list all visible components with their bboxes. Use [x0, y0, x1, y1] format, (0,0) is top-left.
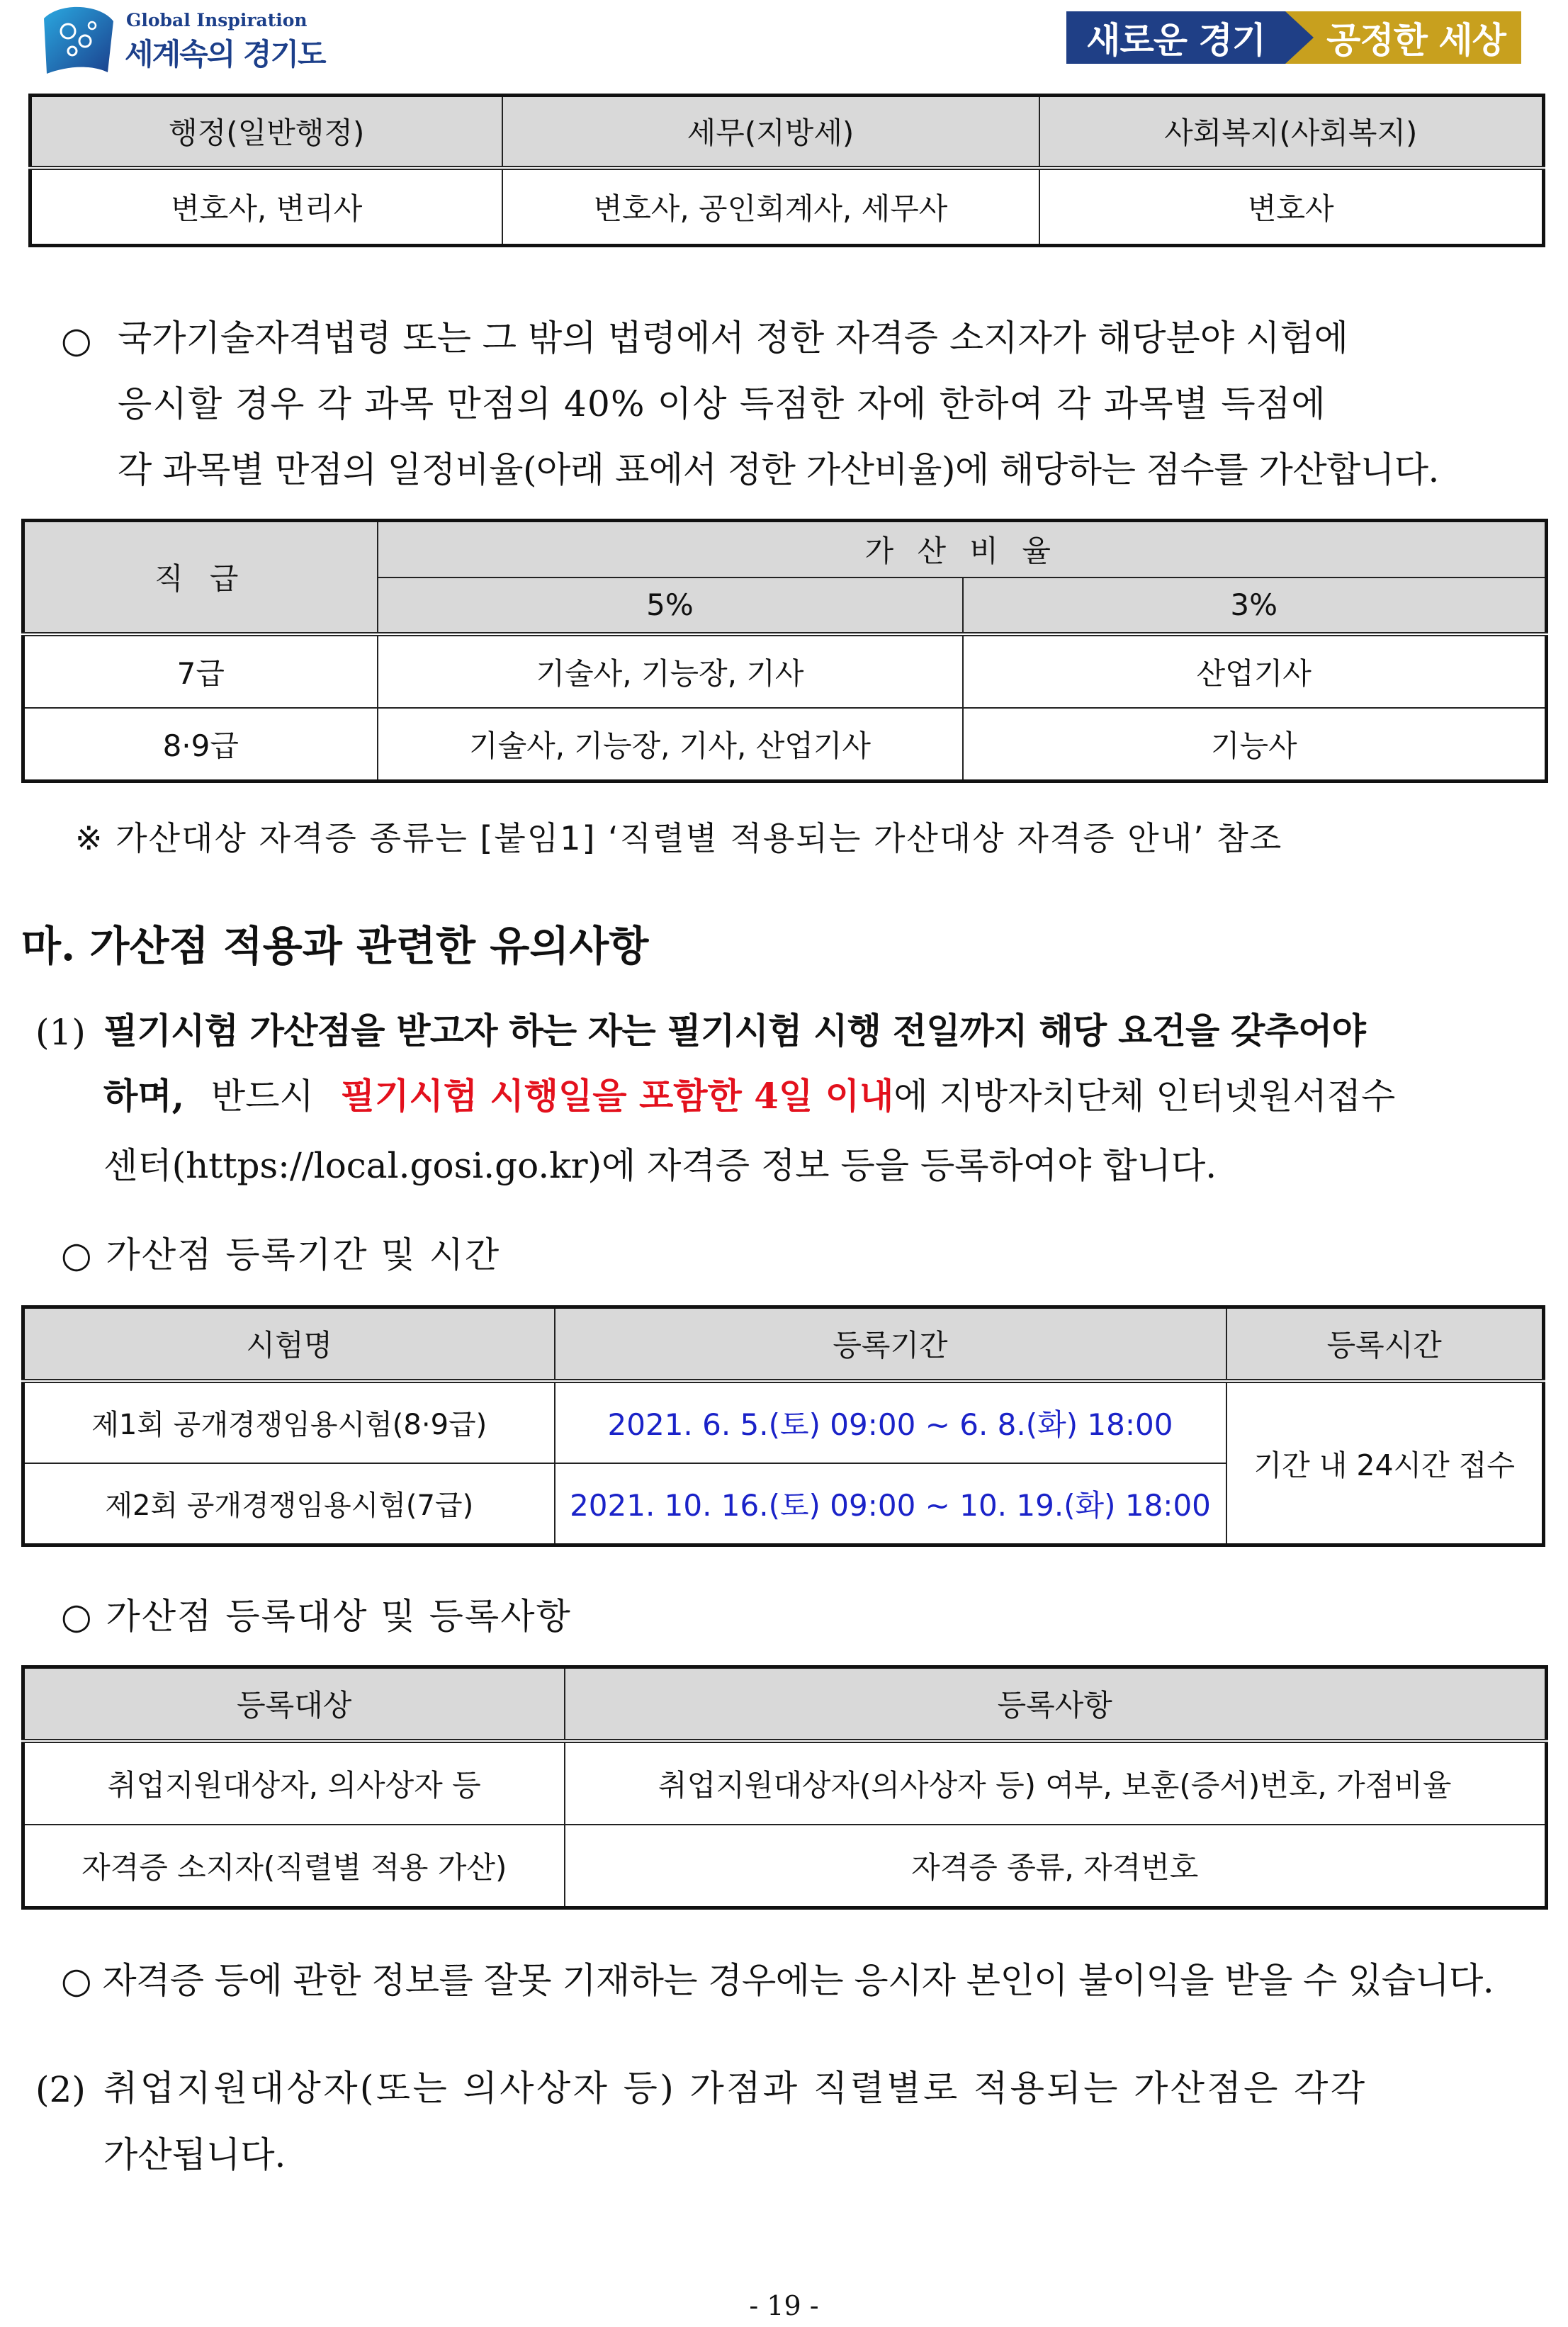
table2-header-3pct: 3% — [963, 577, 1547, 634]
item1-line1: 필기시험 가산점을 받고자 하는 자는 필기시험 시행 전일까지 해당 요건을 갖추어야 — [103, 1010, 1366, 1052]
para1-line-text: 국가기술자격법령 또는 그 밖의 법령에서 정한 자격증 소지자가 해당분야 시험에 — [118, 317, 1348, 359]
table3-exam-name: 제1회 공개경쟁임용시험(8·9급) — [23, 1381, 555, 1463]
table1-header-admin: 행정(일반행정) — [30, 96, 502, 168]
para1-line: 각 과목별 만점의 일정비율(아래 표에서 정한 가산비율)에 해당하는 점수를 가산합니다. — [118, 449, 1439, 490]
item1-line2-pre: 반드시 — [210, 1076, 314, 1117]
item1-line3: 센터(https://local.gosi.go.kr)에 자격증 정보 등을 등록하여야 합니다. — [103, 1145, 1217, 1186]
table4-header-target: 등록대상 — [23, 1667, 565, 1741]
page-number: - 19 - — [749, 2290, 819, 2321]
table3-period: 2021. 10. 16.(토) 09:00 ~ 10. 19.(화) 18:00 — [555, 1463, 1226, 1545]
item1-line2-post: 에 지방자치단체 인터넷원서접수 — [893, 1076, 1396, 1117]
item1-highlight-deadline: 필기시험 시행일을 포함한 4일 이내 — [340, 1075, 894, 1117]
table1-cell: 변호사, 공인회계사, 세무사 — [502, 168, 1039, 246]
slogan-banner — [1066, 11, 1521, 64]
table2-header-rate: 가 산 비 율 — [378, 521, 1547, 577]
table4-header-items: 등록사항 — [565, 1667, 1547, 1741]
sub-heading-period: ○ 가산점 등록기간 및 시간 — [61, 1234, 501, 1275]
table1-header-tax: 세무(지방세) — [502, 96, 1039, 168]
section-heading: 마. 가산점 적용과 관련한 유의사항 — [21, 922, 649, 970]
slogan-right: 공정한 세상 — [1285, 11, 1521, 64]
table4-cell: 자격증 종류, 자격번호 — [565, 1825, 1547, 1908]
table2-header-grade: 직 급 — [23, 521, 378, 634]
item2-line2: 가산됩니다. — [103, 2134, 286, 2175]
table4-cell: 취업지원대상자(의사상자 등) 여부, 보훈(증서)번호, 가점비율 — [565, 1741, 1547, 1825]
table3-exam-name: 제2회 공개경쟁임용시험(7급) — [23, 1463, 555, 1545]
logo-korean-text: 세계속의 경기도 — [125, 37, 325, 72]
table1-cell: 변호사 — [1039, 168, 1544, 246]
table2-cell: 기술사, 기능장, 기사 — [378, 634, 963, 708]
para1-bullet: ○ — [61, 320, 92, 361]
table3-header-exam: 시험명 — [23, 1307, 555, 1381]
table2-cell: 산업기사 — [963, 634, 1547, 708]
table2-cell: 8·9급 — [23, 708, 378, 782]
table2-cell: 기능사 — [963, 708, 1547, 782]
gyeonggi-logo-icon — [40, 1, 118, 75]
warning-note: ○ 자격증 등에 관한 정보를 잘못 기재하는 경우에는 응시자 본인이 불이익을 받을 수 있습니다. — [61, 1960, 1494, 2001]
table2-cell: 기술사, 기능장, 기사, 산업기사 — [378, 708, 963, 782]
table-registration-period — [21, 1305, 1545, 1547]
table3-time: 기간 내 24시간 접수 — [1226, 1381, 1544, 1545]
table-bonus-rates — [21, 519, 1548, 783]
sub-heading-targets: ○ 가산점 등록대상 및 등록사항 — [61, 1596, 572, 1637]
reference-note: ※ 가산대상 자격증 종류는 [붙임1] ‘직렬별 적용되는 가산대상 자격증 안내’ 참조 — [75, 819, 1283, 857]
item2-line1: 취업지원대상자(또는 의사상자 등) 가점과 직렬별로 적용되는 가산점은 각각 — [103, 2068, 1367, 2109]
table4-cell: 자격증 소지자(직렬별 적용 가산) — [23, 1825, 565, 1908]
table3-header-period: 등록기간 — [555, 1307, 1226, 1381]
item1-line2-bold: 하며, — [103, 1075, 185, 1117]
table2-cell: 7급 — [23, 634, 378, 708]
table1-cell: 변호사, 변리사 — [30, 168, 502, 246]
table1-header-welfare: 사회복지(사회복지) — [1039, 96, 1544, 168]
para1-line — [118, 317, 1542, 359]
table3-period: 2021. 6. 5.(토) 09:00 ~ 6. 8.(화) 18:00 — [555, 1381, 1226, 1463]
table4-cell: 취업지원대상자, 의사상자 등 — [23, 1741, 565, 1825]
table-registration-items — [21, 1665, 1548, 1910]
slogan-arrow-icon — [1285, 11, 1314, 64]
table2-header-5pct: 5% — [378, 577, 963, 634]
logo-english-text: Global Inspiration — [126, 10, 308, 30]
item1-number: (1) — [35, 1012, 86, 1053]
slogan-left: 새로운 경기 — [1066, 11, 1285, 64]
item2-number: (2) — [35, 2069, 86, 2110]
item1-line2 — [103, 1075, 1396, 1117]
table3-header-time: 등록시간 — [1226, 1307, 1544, 1381]
gyeonggi-logo — [40, 1, 337, 77]
para1-line: 응시할 경우 각 과목 만점의 40% 이상 득점한 자에 한하여 각 과목별 득점에 — [118, 383, 1326, 424]
table-exempt-qualifications — [28, 94, 1545, 247]
